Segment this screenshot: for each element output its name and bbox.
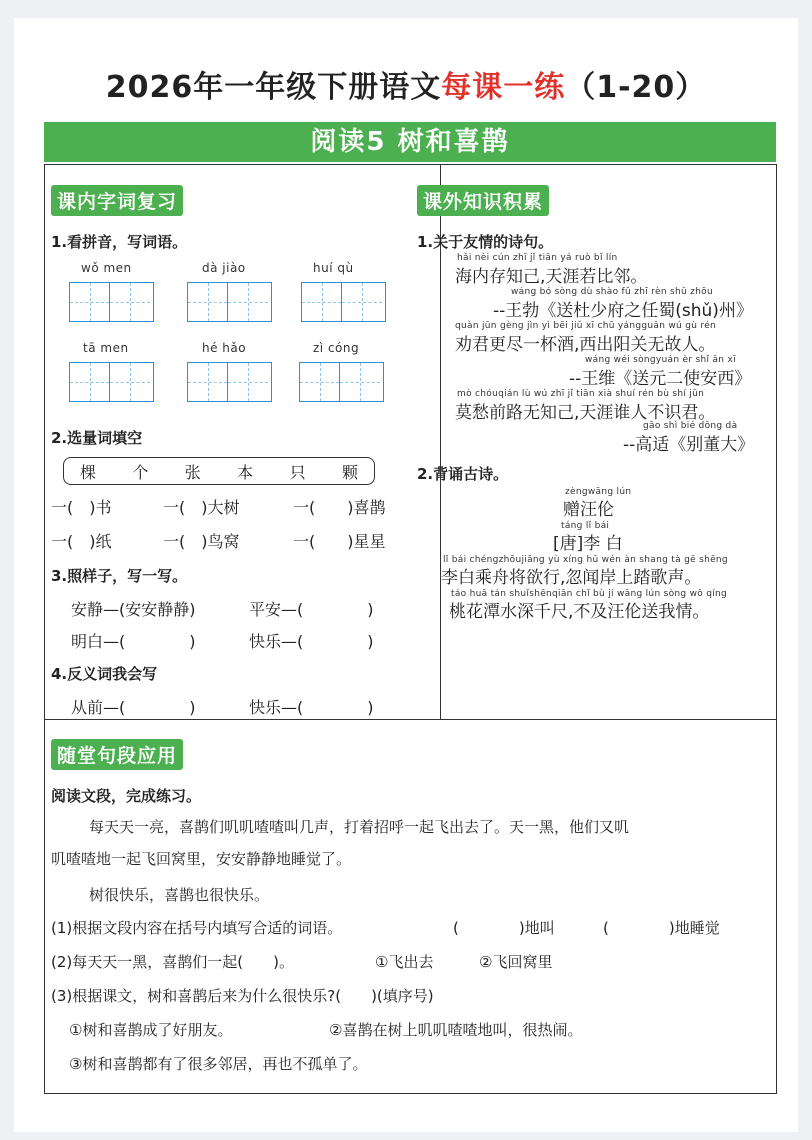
section-tag-vocab-review: 课内字词复习 xyxy=(51,185,183,216)
question-1-friendship-poems: 1.关于友情的诗句。 xyxy=(417,233,554,251)
poem-line: 桃花潭水深千尺,不及汪伦送我情。 xyxy=(449,602,710,622)
poem-pinyin: wáng bó sòng dù shào fǔ zhī rèn shǔ zhōu xyxy=(511,287,713,297)
question-2-recite: 2.背诵古诗。 xyxy=(417,465,509,483)
writing-grid[interactable] xyxy=(69,362,154,402)
reading-instruction: 阅读文段，完成练习。 xyxy=(51,787,202,805)
poem-line: 海内存知己,天涯若比邻。 xyxy=(455,267,648,287)
fill-blank-item[interactable]: 一( )大树 xyxy=(163,498,240,517)
writing-grid[interactable] xyxy=(299,362,384,402)
passage-line: 每天天一亮，喜鹊们叽叽喳喳叫几声，打着招呼一起飞出去了。天一黑，他们又叽 xyxy=(89,818,630,836)
title-suffix: （1-20） xyxy=(565,70,707,105)
page-title xyxy=(14,62,798,106)
lesson-banner: 阅读5 树和喜鹊 xyxy=(44,122,776,162)
section-divider xyxy=(45,719,776,720)
measure-word: 颗 xyxy=(341,462,358,482)
title-main: 2026年一年级下册语文 xyxy=(105,70,442,105)
section-tag-extra-knowledge: 课外知识积累 xyxy=(417,185,549,216)
poem-pinyin: gāo shì bié dǒng dà xyxy=(643,421,738,431)
measure-word: 张 xyxy=(184,462,201,482)
exercise-item-3[interactable]: (3)根据课文，树和喜鹊后来为什么很快乐?( )(填序号) xyxy=(51,987,434,1005)
question-1-pinyin: 1.看拼音，写词语。 xyxy=(51,233,188,251)
pinyin-label: dà jiào xyxy=(202,261,246,275)
poem-pinyin: quàn jūn gèng jìn yì bēi jiǔ xī chū yángguān wú gù rén xyxy=(455,321,717,331)
poem-pinyin: mò chóuqián lù wú zhī jǐ tiān xià shuí rén bù shí jūn xyxy=(457,389,705,399)
answer-option: ①树和喜鹊成了好朋友。 xyxy=(69,1021,233,1039)
exercise-frame xyxy=(44,164,777,1094)
question-4-antonyms: 4.反义词我会写 xyxy=(51,665,158,683)
pattern-item[interactable]: 快乐—( ) xyxy=(249,632,374,651)
question-2-measure-words: 2.选量词填空 xyxy=(51,429,143,447)
exercise-item-1: (1)根据文段内容在括号内填写合适的词语。 xyxy=(51,919,343,937)
pinyin-label: tā men xyxy=(83,341,129,355)
poem-attribution: --王勃《送杜少府之任蜀(shǔ)州》 xyxy=(493,301,753,321)
fill-blank-item[interactable]: 一( )喜鹊 xyxy=(293,498,386,517)
passage-line: 叽喳喳地一起飞回窝里，安安静静地睡觉了。 xyxy=(51,850,352,868)
fill-blank-item[interactable]: 一( )鸟窝 xyxy=(163,532,240,551)
poem-author: [唐]李 白 xyxy=(553,534,623,554)
pinyin-label: hé hǎo xyxy=(202,341,247,355)
measure-word-box xyxy=(63,457,375,485)
measure-word: 棵 xyxy=(80,462,97,482)
question-3-pattern: 3.照样子，写一写。 xyxy=(51,567,188,585)
pattern-item[interactable]: 明白—( ) xyxy=(71,632,196,651)
section-tag-paragraph-application: 随堂句段应用 xyxy=(51,739,183,770)
fill-blank-item[interactable]: 一( )星星 xyxy=(293,532,386,551)
antonym-item[interactable]: 快乐—( ) xyxy=(249,698,374,717)
title-highlight: 每课一练 xyxy=(441,70,566,105)
writing-grid[interactable] xyxy=(187,282,272,322)
worksheet-page xyxy=(14,18,798,1132)
poem-title: 赠汪伦 xyxy=(563,500,614,520)
measure-word: 个 xyxy=(132,462,149,482)
answer-blank[interactable]: ( )地叫 xyxy=(453,919,555,937)
pinyin-label: huí qù xyxy=(313,261,354,275)
answer-option: ③树和喜鹊都有了很多邻居，再也不孤单了。 xyxy=(69,1055,368,1073)
poem-attribution: --高适《别董大》 xyxy=(623,435,755,455)
answer-option: ②喜鹊在树上叽叽喳喳地叫，很热闹。 xyxy=(329,1021,583,1039)
exercise-item-2[interactable]: (2)每天天一黑，喜鹊们一起( )。 xyxy=(51,953,294,971)
writing-grid[interactable] xyxy=(69,282,154,322)
poem-pinyin: táng lǐ bái xyxy=(561,521,610,531)
passage-line: 树很快乐，喜鹊也很快乐。 xyxy=(89,886,270,904)
poem-pinyin: hǎi nèi cún zhī jǐ tiān yá ruò bǐ lín xyxy=(457,253,618,263)
poem-line: 劝君更尽一杯酒,西出阳关无故人。 xyxy=(455,335,716,355)
fill-blank-item[interactable]: 一( )书 xyxy=(51,498,112,517)
pinyin-label: wǒ men xyxy=(81,261,132,275)
measure-word: 本 xyxy=(237,462,254,482)
poem-line: 李白乘舟将欲行,忽闻岸上踏歌声。 xyxy=(441,568,702,588)
writing-grid[interactable] xyxy=(187,362,272,402)
pattern-item[interactable]: 平安—( ) xyxy=(249,600,374,619)
poem-line: 莫愁前路无知己,天涯谁人不识君。 xyxy=(455,403,716,423)
antonym-item[interactable]: 从前—( ) xyxy=(71,698,196,717)
pinyin-label: zì cóng xyxy=(313,341,360,355)
pattern-item: 安静—(安安静静) xyxy=(71,600,196,619)
poem-attribution: --王维《送元二使安西》 xyxy=(569,369,752,389)
poem-pinyin: táo huā tán shuǐshēnqiān chǐ bù jí wāng lún sòng wǒ qíng xyxy=(451,589,728,599)
poem-pinyin: wáng wéi sòngyuán èr shǐ ān xī xyxy=(585,355,736,365)
answer-option: ②飞回窝里 xyxy=(479,953,553,971)
poem-pinyin: lǐ bái chéngzhōujiāng yù xíng hū wén àn shang tà gē shēng xyxy=(443,555,728,565)
poem-pinyin: zèngwāng lún xyxy=(565,487,632,497)
measure-word: 只 xyxy=(289,462,306,482)
answer-blank[interactable]: ( )地睡觉 xyxy=(603,919,720,937)
answer-option: ①飞出去 xyxy=(375,953,434,971)
fill-blank-item[interactable]: 一( )纸 xyxy=(51,532,112,551)
writing-grid[interactable] xyxy=(301,282,386,322)
